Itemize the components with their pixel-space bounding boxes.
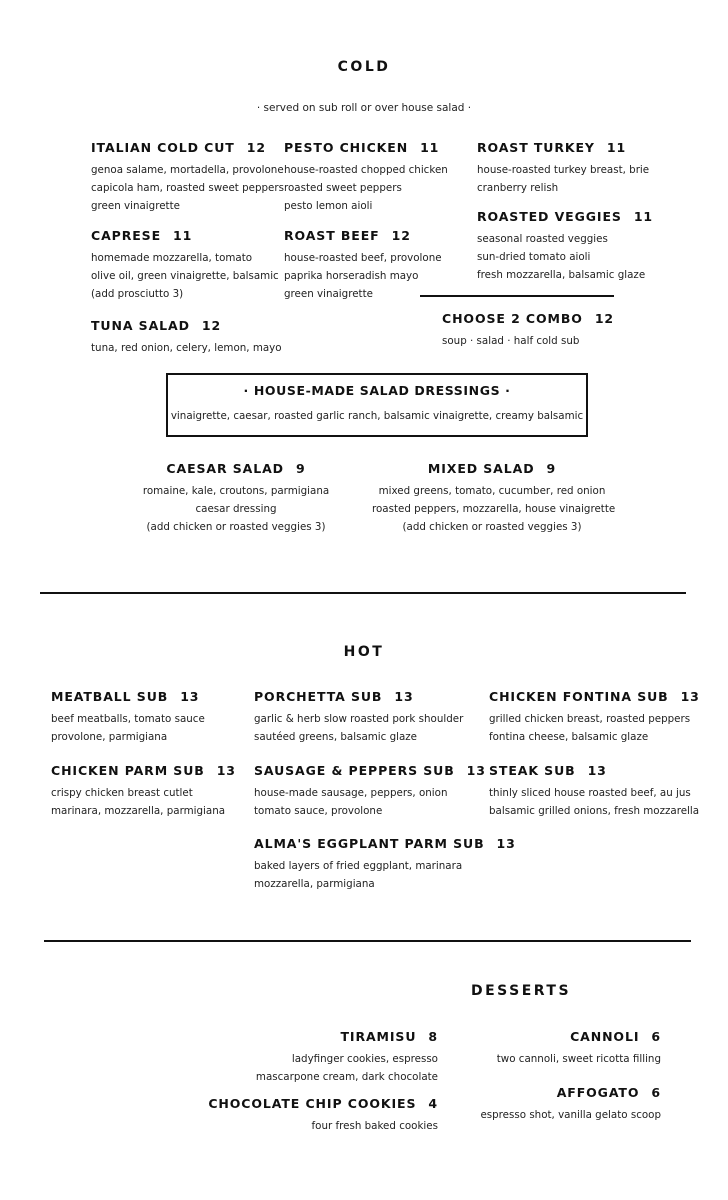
salad-dressings-box bbox=[166, 373, 588, 437]
item-desc-line: sun-dried tomato aioli bbox=[477, 251, 591, 263]
item-description bbox=[254, 857, 516, 893]
menu-item-meatball-sub bbox=[51, 689, 205, 746]
item-desc-line: mixed greens, tomato, cucumber, red onion bbox=[378, 485, 606, 497]
menu-item-pesto-chicken bbox=[284, 140, 448, 215]
item-desc-line: roasted peppers, mozzarella, house vinaigrette bbox=[372, 503, 616, 515]
item-name: CAESAR SALAD bbox=[166, 461, 284, 476]
menu-item-sausage-peppers-sub bbox=[254, 763, 486, 820]
item-desc-line: marinara, mozzarella, parmigiana bbox=[51, 805, 226, 817]
item-price: 13 bbox=[466, 763, 486, 778]
item-description bbox=[91, 249, 279, 303]
item-desc-line: fontina cheese, balsamic glaze bbox=[489, 731, 649, 743]
menu-item-roast-beef bbox=[284, 228, 442, 303]
section-divider-hot-desserts bbox=[44, 940, 691, 942]
item-desc-line: caesar dressing bbox=[195, 503, 277, 515]
item-price: 12 bbox=[594, 311, 615, 326]
menu-item-caprese bbox=[91, 228, 279, 303]
item-price: 13 bbox=[180, 689, 200, 704]
item-description bbox=[480, 1106, 661, 1124]
item-description bbox=[254, 710, 463, 746]
item-name: PORCHETTA SUB bbox=[254, 689, 383, 704]
menu-item-mixed-salad bbox=[372, 461, 616, 536]
item-desc-line: balsamic grilled onions, fresh mozzarella bbox=[489, 805, 700, 817]
item-description bbox=[489, 784, 699, 820]
item-price: 12 bbox=[201, 318, 222, 333]
item-price: 13 bbox=[496, 836, 516, 851]
item-price: 13 bbox=[216, 763, 236, 778]
item-desc-line: (add chicken or roasted veggies 3) bbox=[146, 521, 326, 533]
item-desc-line: two cannoli, sweet ricotta filling bbox=[496, 1053, 661, 1065]
item-price: 12 bbox=[246, 140, 266, 155]
item-name: MIXED SALAD bbox=[427, 461, 535, 476]
item-desc-line: thinly sliced house roasted beef, au jus bbox=[489, 787, 691, 799]
item-name: CANNOLI bbox=[570, 1029, 640, 1044]
item-description bbox=[284, 161, 448, 215]
combo-divider bbox=[420, 295, 614, 297]
item-description bbox=[489, 710, 700, 746]
menu-item-italian-cold-cut bbox=[91, 140, 284, 215]
item-price: 9 bbox=[295, 461, 306, 476]
desserts-section-title: DESSERTS bbox=[471, 983, 572, 999]
item-desc-line: crispy chicken breast cutlet bbox=[51, 787, 193, 799]
item-name: CHOOSE 2 COMBO bbox=[442, 311, 583, 326]
item-name: MEATBALL SUB bbox=[51, 689, 169, 704]
item-desc-line: cranberry relish bbox=[477, 182, 559, 194]
item-name: ITALIAN COLD CUT bbox=[91, 140, 235, 155]
item-name: SAUSAGE & PEPPERS SUB bbox=[254, 763, 455, 778]
item-desc-line: green vinaigrette bbox=[91, 200, 180, 212]
item-price: 11 bbox=[173, 228, 193, 243]
item-desc-line: seasonal roasted veggies bbox=[477, 233, 608, 245]
item-price: 6 bbox=[651, 1029, 661, 1044]
item-name: ROAST TURKEY bbox=[477, 140, 595, 155]
dressings-list: vinaigrette, caesar, roasted garlic ranch, balsamic vinaigrette, creamy balsamic bbox=[170, 410, 584, 422]
item-description bbox=[477, 161, 649, 197]
item-desc-line: romaine, kale, croutons, parmigiana bbox=[142, 485, 330, 497]
item-name: CAPRESE bbox=[91, 228, 162, 243]
item-name: ROASTED VEGGIES bbox=[477, 209, 622, 224]
menu-item-porchetta-sub bbox=[254, 689, 463, 746]
item-desc-line: provolone, parmigiana bbox=[51, 731, 168, 743]
item-description bbox=[477, 230, 653, 284]
item-price: 9 bbox=[546, 461, 557, 476]
item-desc-line: beef meatballs, tomato sauce bbox=[51, 713, 205, 725]
menu-item-steak-sub bbox=[489, 763, 699, 820]
item-name: PESTO CHICKEN bbox=[284, 140, 409, 155]
item-desc-line: tomato sauce, provolone bbox=[254, 805, 383, 817]
item-price: 13 bbox=[394, 689, 414, 704]
item-desc-line: grilled chicken breast, roasted peppers bbox=[489, 713, 691, 725]
item-description bbox=[254, 784, 486, 820]
item-name: ALMA'S EGGPLANT PARM SUB bbox=[254, 836, 485, 851]
item-name: CHOCOLATE CHIP COOKIES bbox=[208, 1096, 417, 1111]
menu-item-chocolate-chip-cookies bbox=[208, 1096, 438, 1135]
item-description bbox=[136, 482, 336, 536]
item-desc-line: capicola ham, roasted sweet peppers bbox=[91, 182, 284, 194]
menu-item-roasted-veggies bbox=[477, 209, 653, 284]
item-price: 8 bbox=[428, 1029, 438, 1044]
item-description bbox=[51, 710, 205, 746]
item-description bbox=[497, 1050, 661, 1068]
menu-item-cannoli bbox=[497, 1029, 661, 1068]
item-desc-line: house-roasted turkey breast, brie bbox=[477, 164, 650, 176]
item-desc-line: roasted sweet peppers bbox=[284, 182, 402, 194]
item-description bbox=[51, 784, 236, 820]
menu-item-tiramisu bbox=[256, 1029, 438, 1086]
item-desc-line: mozzarella, parmigiana bbox=[254, 878, 375, 890]
item-description bbox=[91, 161, 284, 215]
item-description bbox=[284, 249, 442, 303]
menu-item-caesar-salad bbox=[136, 461, 336, 536]
item-name: CHICKEN PARM SUB bbox=[51, 763, 205, 778]
item-desc-line: tuna, red onion, celery, lemon, mayo bbox=[91, 342, 282, 354]
item-price: 11 bbox=[420, 140, 440, 155]
item-desc-line: (add prosciutto 3) bbox=[91, 288, 184, 300]
item-desc-line: ladyfinger cookies, espresso bbox=[291, 1053, 438, 1065]
menu-item-chicken-fontina-sub bbox=[489, 689, 700, 746]
item-desc-line: olive oil, green vinaigrette, balsamic bbox=[91, 270, 279, 282]
item-desc-line: house-made sausage, peppers, onion bbox=[254, 787, 448, 799]
item-desc-line: espresso shot, vanilla gelato scoop bbox=[480, 1109, 661, 1121]
item-name: AFFOGATO bbox=[556, 1085, 640, 1100]
item-price: 11 bbox=[633, 209, 654, 224]
item-desc-line: paprika horseradish mayo bbox=[284, 270, 419, 282]
item-desc-line: baked layers of fried eggplant, marinara bbox=[254, 860, 463, 872]
hot-section-title: HOT bbox=[343, 644, 385, 660]
item-desc-line: mascarpone cream, dark chocolate bbox=[255, 1071, 438, 1083]
item-price: 11 bbox=[606, 140, 627, 155]
item-description bbox=[442, 332, 614, 350]
item-desc-line: sautéed greens, balsamic glaze bbox=[254, 731, 418, 743]
menu-item-tuna-salad bbox=[91, 318, 282, 357]
item-description bbox=[208, 1117, 438, 1135]
item-name: TUNA SALAD bbox=[91, 318, 190, 333]
menu-item-roast-turkey bbox=[477, 140, 649, 197]
item-price: 13 bbox=[680, 689, 700, 704]
item-desc-line: pesto lemon aioli bbox=[284, 200, 373, 212]
item-desc-line: fresh mozzarella, balsamic glaze bbox=[477, 269, 646, 281]
item-desc-line: garlic & herb slow roasted pork shoulder bbox=[254, 713, 464, 725]
cold-section-title: COLD bbox=[337, 59, 391, 75]
item-description bbox=[91, 339, 282, 357]
item-price: 6 bbox=[651, 1085, 661, 1100]
menu-item-choose-2-combo bbox=[442, 311, 614, 350]
menu-item-almas-eggplant-parm-sub bbox=[254, 836, 516, 893]
menu-item-affogato bbox=[480, 1085, 661, 1124]
item-name: ROAST BEEF bbox=[284, 228, 380, 243]
item-description bbox=[256, 1050, 438, 1086]
dressings-title: · HOUSE-MADE SALAD DRESSINGS · bbox=[243, 383, 511, 398]
item-name: STEAK SUB bbox=[489, 763, 576, 778]
item-description bbox=[372, 482, 616, 536]
item-name: CHICKEN FONTINA SUB bbox=[489, 689, 669, 704]
item-price: 4 bbox=[428, 1096, 438, 1111]
item-desc-line: (add chicken or roasted veggies 3) bbox=[402, 521, 582, 533]
item-price: 12 bbox=[391, 228, 411, 243]
section-divider-cold-hot bbox=[40, 592, 686, 594]
cold-serving-note: · served on sub roll or over house salad · bbox=[256, 102, 472, 114]
menu-item-chicken-parm-sub bbox=[51, 763, 236, 820]
item-desc-line: homemade mozzarella, tomato bbox=[91, 252, 253, 264]
item-desc-line: green vinaigrette bbox=[284, 288, 373, 300]
item-desc-line: four fresh baked cookies bbox=[311, 1120, 438, 1132]
item-desc-line: genoa salame, mortadella, provolone bbox=[91, 164, 284, 176]
item-desc-line: soup · salad · half cold sub bbox=[442, 335, 580, 347]
item-price: 13 bbox=[587, 763, 607, 778]
item-desc-line: house-roasted chopped chicken bbox=[284, 164, 448, 176]
item-desc-line: house-roasted beef, provolone bbox=[284, 252, 442, 264]
item-name: TIRAMISU bbox=[340, 1029, 417, 1044]
